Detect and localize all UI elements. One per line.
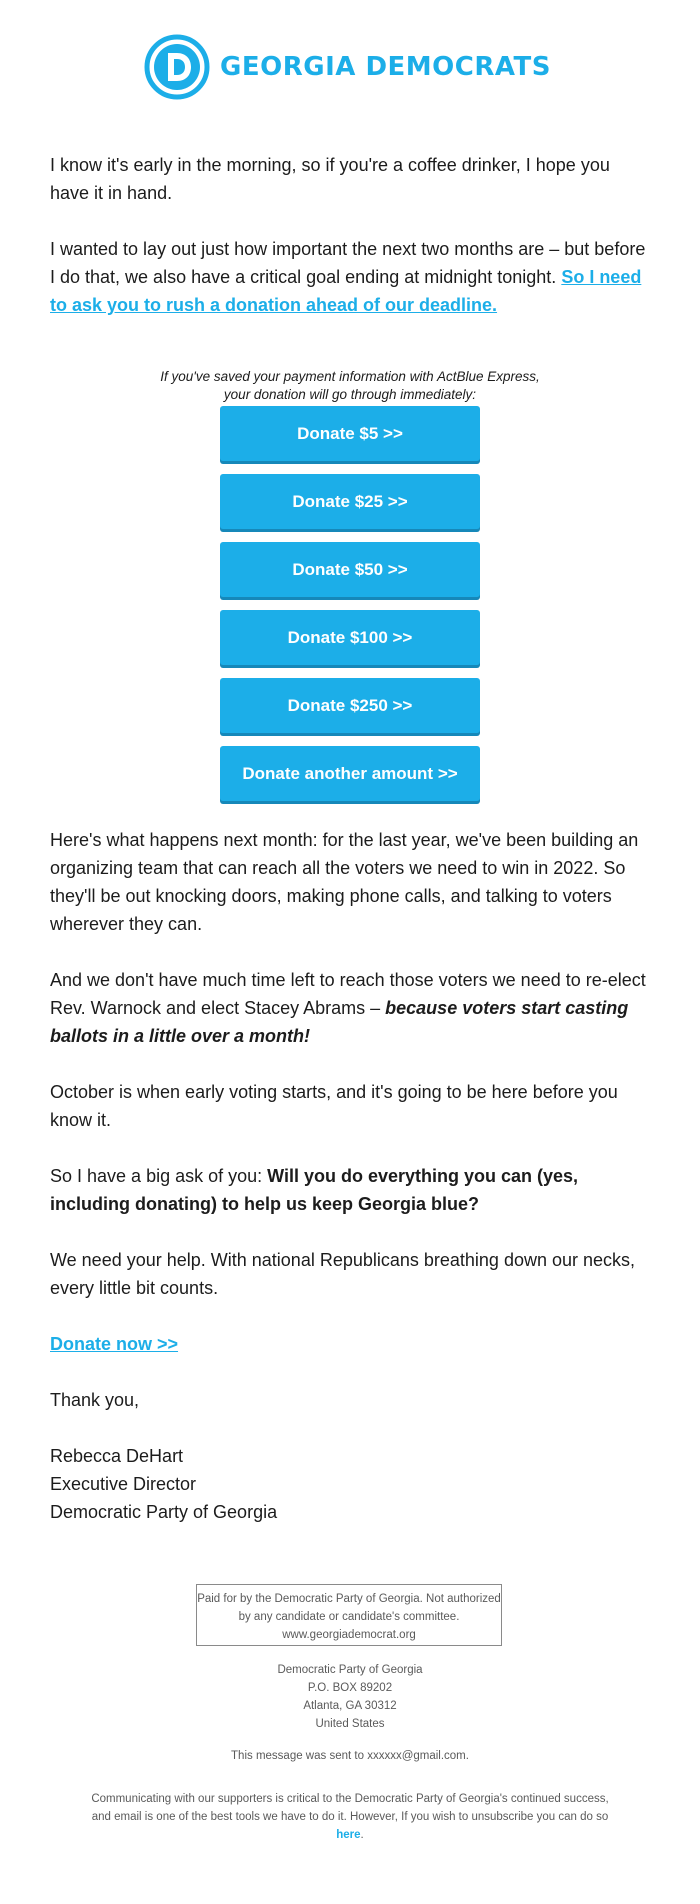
mailing-address [0,1661,700,1733]
body-content [50,826,650,1526]
address-country: United States [315,1718,385,1730]
body-paragraph-4-text: So I have a big ask of you: [50,1166,268,1186]
donate-5-button[interactable]: Donate $5 >> [220,406,480,461]
intro-paragraph-1: I know it's early in the morning, so if you're a coffee drinker, I hope you have it in hand. [50,155,610,203]
donate-button-list [0,406,700,801]
donate-25-button[interactable]: Donate $25 >> [220,474,480,529]
signature-organization: Democratic Party of Georgia [50,1502,278,1522]
signature-title: Executive Director [50,1474,197,1494]
recipient-email: xxxxxx@gmail.com [367,1750,466,1762]
logo-link[interactable] [144,34,551,100]
paid-for-text: Paid for by the Democratic Party of Georgia. Not authorized by any candidate or candidate's committee. [197,1593,501,1623]
signature-name: Rebecca DeHart [50,1446,184,1466]
intro-paragraph-2 [50,235,650,319]
intro-paragraph-2-text: I wanted to lay out just how important the next two months are – but before I do that, we also have a critical goal ending at midnight tonight. [50,239,646,287]
body-paragraph-2 [50,966,650,1050]
address-city: Atlanta, GA 30312 [303,1700,397,1712]
donate-100-button[interactable]: Donate $100 >> [220,610,480,665]
body-paragraph-2-emphasis: because voters start casting ballots in a little over a month! [50,998,629,1046]
website-text: www.georgiademocrat.org [282,1629,416,1641]
donate-block [0,368,700,814]
address-po-box: P.O. BOX 89202 [307,1682,393,1694]
sent-suffix: . [465,1750,469,1762]
donate-other-amount-button[interactable]: Donate another amount >> [220,746,480,801]
intro-content [50,151,650,347]
sent-prefix: This message was sent to [231,1750,368,1762]
donate-50-button[interactable]: Donate $50 >> [220,542,480,597]
logo-wordmark: GEORGIA DEMOCRATS [220,52,551,82]
unsubscribe-end: . [360,1829,364,1841]
paid-for-disclaimer [196,1584,502,1646]
unsubscribe-link[interactable]: here [336,1829,361,1841]
address-org: Democratic Party of Georgia [277,1664,423,1676]
body-paragraph-2-text: And we don't have much time left to reach those voters we need to re-elect Rev. Warnock and elect Stacey Abrams – [50,970,646,1018]
body-paragraph-5: We need your help. With national Republicans breathing down our necks, every little bit counts. [50,1250,636,1298]
body-paragraph-4 [50,1162,650,1218]
donate-now-paragraph [50,1330,650,1358]
actblue-express-note [0,368,700,404]
sent-to-notice [0,1747,700,1765]
democrats-d-logo-icon [144,34,210,100]
body-paragraph-4-bold: Will you do everything you can (yes, including donating) to help us keep Georgia blue? [50,1166,579,1214]
donate-250-button[interactable]: Donate $250 >> [220,678,480,733]
header-logo [0,34,700,100]
actblue-note-line-2: your donation will go through immediately: [223,387,477,402]
body-paragraph-1: Here's what happens next month: for the last year, we've been building an organizing team that can reach all the voters we need to win in 2022. So they'll be out knocking doors, making phone calls, and talking to voters wherever they can. [50,830,639,934]
unsubscribe-notice [90,1790,610,1844]
body-paragraph-3: October is when early voting starts, and it's going to be here before you know it. [50,1082,618,1130]
rush-donation-link[interactable]: So I need to ask you to rush a donation ahead of our deadline. [50,267,642,315]
donate-now-link[interactable]: Donate now >> [50,1334,179,1354]
unsubscribe-text: Communicating with our supporters is critical to the Democratic Party of Georgia's continued success, and email is one of the best tools we have to do it. However, If you wish to unsubscribe you can do so [91,1793,609,1823]
actblue-note-line-1: If you've saved your payment information with ActBlue Express, [160,369,540,384]
thank-you: Thank you, [50,1390,140,1410]
